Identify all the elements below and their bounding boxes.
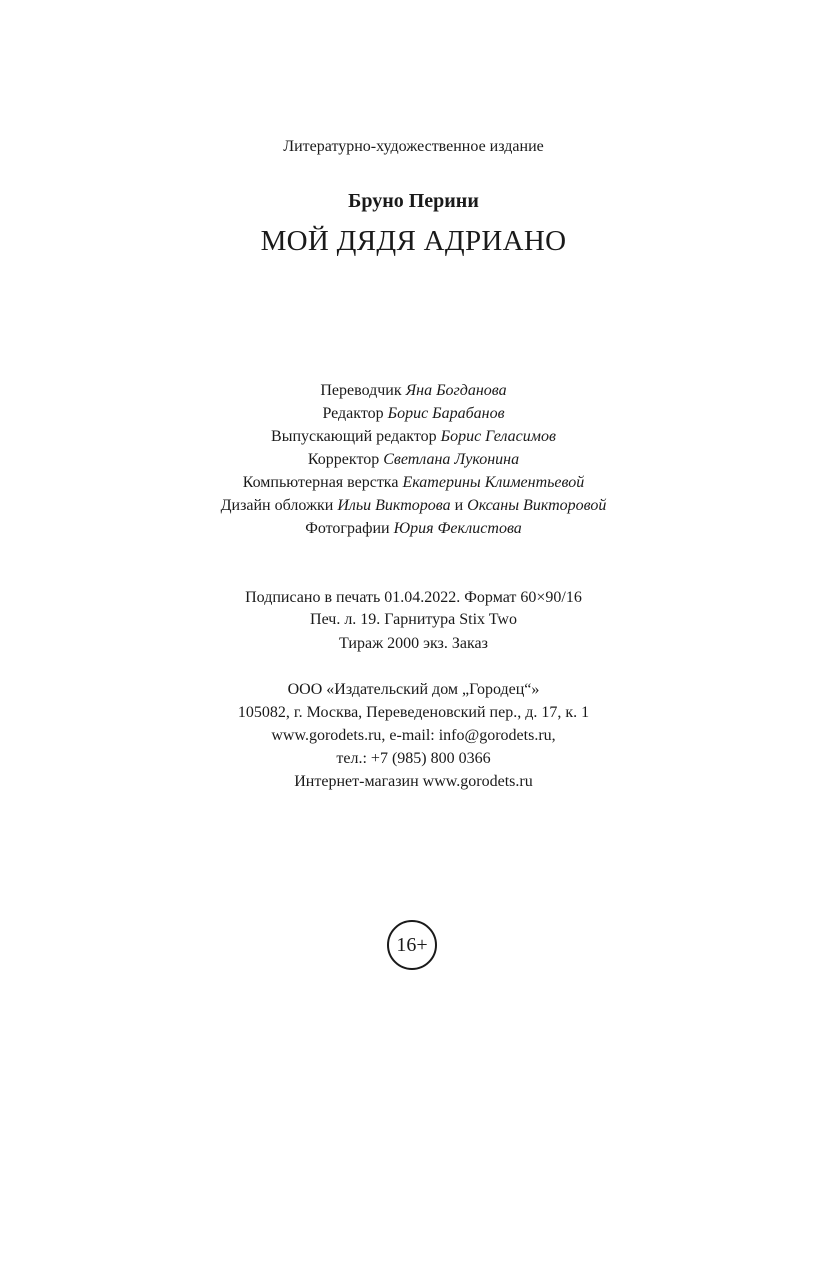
- credit-editor: [0, 406, 827, 422]
- publisher-shop: Интернет-магазин www.gorodets.ru: [294, 773, 533, 790]
- credit-layout: [0, 475, 827, 491]
- credit-role: Выпускающий редактор: [271, 428, 437, 445]
- credit-role: Компьютерная верстка: [242, 474, 399, 491]
- credit-joiner: и: [454, 497, 464, 514]
- credit-role: Корректор: [307, 451, 380, 468]
- publisher-phone: тел.: +7 (985) 800 0366: [336, 750, 491, 767]
- credit-role: Фотографии: [305, 520, 390, 537]
- credit-person: Екатерины Климентьевой: [402, 474, 585, 491]
- credit-translator: [0, 383, 827, 399]
- book-author: Бруно Перини: [348, 190, 479, 212]
- credit-person-2: Оксаны Викторовой: [467, 497, 607, 514]
- credit-person: Светлана Луконина: [383, 451, 520, 468]
- publisher-web-email: www.gorodets.ru, e-mail: info@gorodets.ru,: [271, 727, 556, 744]
- series-label: Литературно-художественное издание: [283, 138, 544, 155]
- credit-role: Дизайн обложки: [220, 497, 334, 514]
- print-info-line: Печ. л. 19. Гарнитура Stix Two: [310, 611, 517, 628]
- credit-photos: [0, 521, 827, 537]
- credit-role: Переводчик: [320, 382, 402, 399]
- book-title: МОЙ ДЯДЯ АДРИАНО: [260, 225, 567, 257]
- credit-cover-design: [0, 498, 827, 514]
- age-rating-badge: 16+: [387, 920, 437, 970]
- credit-person: Ильи Викторова: [337, 497, 451, 514]
- credit-role: Редактор: [322, 405, 384, 422]
- credit-person: Юрия Феклистова: [393, 520, 522, 537]
- print-info-line: Тираж 2000 экз. Заказ: [339, 635, 488, 652]
- credit-person: Борис Барабанов: [387, 405, 505, 422]
- credit-person: Яна Богданова: [405, 382, 507, 399]
- publisher-address: 105082, г. Москва, Переведеновский пер., д. 17, к. 1: [237, 704, 590, 721]
- credit-proofreader: [0, 452, 827, 468]
- print-info-line: Подписано в печать 01.04.2022. Формат 60×90/16: [245, 589, 582, 606]
- credit-person: Борис Геласимов: [440, 428, 556, 445]
- publisher-name: ООО «Издательский дом „Городец“»: [287, 681, 540, 698]
- credit-managing-editor: [0, 429, 827, 445]
